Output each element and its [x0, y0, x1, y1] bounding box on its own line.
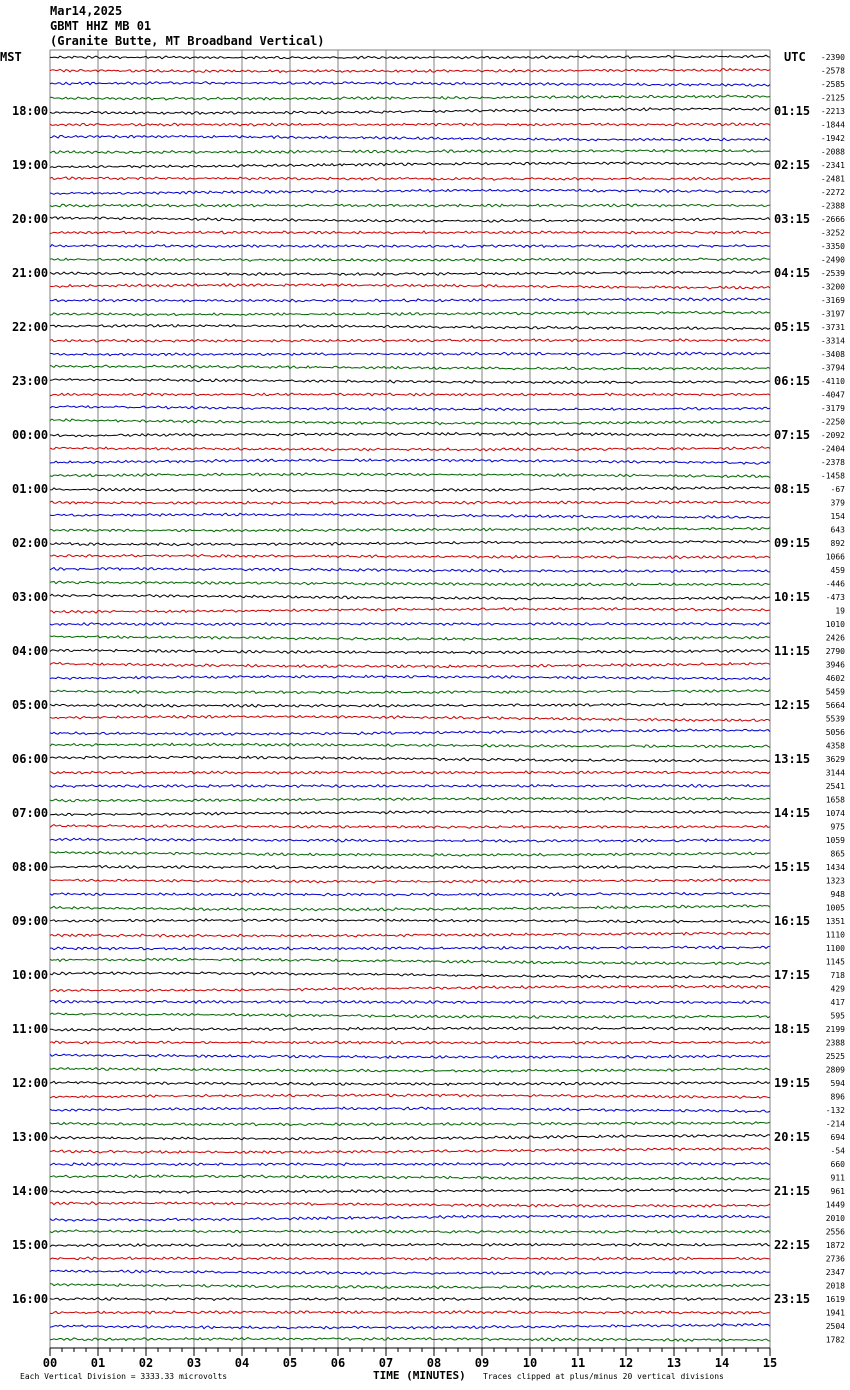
utc-hour-label: 05:15: [774, 320, 811, 334]
seismic-trace: [50, 325, 770, 330]
x-tick-label: 13: [666, 1356, 682, 1370]
utc-hour-label: 14:15: [774, 806, 811, 820]
trace-offset-label: -3350: [820, 242, 845, 251]
seismic-trace: [50, 1215, 770, 1221]
trace-offset-label: 1110: [825, 930, 845, 940]
trace-offset-label: 896: [830, 1092, 845, 1102]
x-tick-label: 05: [282, 1356, 298, 1370]
seismic-trace: [50, 1013, 770, 1018]
seismic-trace: [50, 636, 770, 641]
seismic-trace: [50, 473, 770, 478]
mst-hour-label: 00:00: [12, 428, 49, 442]
seismic-trace: [50, 1311, 770, 1314]
utc-hour-label: 04:15: [774, 266, 811, 280]
seismic-trace: [50, 756, 770, 762]
seismic-trace: [50, 1189, 770, 1193]
seismic-trace: [50, 149, 770, 153]
utc-hour-label: 12:15: [774, 698, 811, 712]
trace-offset-label: 1074: [825, 809, 845, 818]
seismic-trace: [50, 311, 770, 316]
mst-hour-label: 18:00: [12, 104, 49, 118]
mst-hour-label: 20:00: [12, 212, 49, 226]
seismic-trace: [50, 447, 770, 451]
seismic-trace: [50, 189, 770, 194]
trace-offset-label: 2426: [825, 633, 845, 643]
trace-offset-label: 595: [830, 1011, 845, 1021]
seismic-trace: [50, 432, 770, 436]
utc-hour-label: 17:15: [774, 968, 811, 982]
plot-date: Mar14,2025: [50, 4, 123, 18]
trace-offset-label: -2213: [820, 107, 845, 116]
trace-offset-label: 5056: [825, 728, 845, 737]
seismic-trace: [50, 919, 770, 923]
seismic-trace: [50, 1122, 770, 1126]
left-timezone-label: MST: [0, 50, 22, 64]
trace-offset-label: -2378: [820, 458, 845, 467]
trace-offset-label: -1458: [820, 471, 845, 481]
trace-offset-label: -446: [825, 579, 845, 589]
mst-hour-label: 12:00: [12, 1076, 49, 1090]
trace-offset-label: -3314: [820, 336, 845, 346]
trace-offset-label: 1145: [825, 957, 845, 967]
trace-offset-label: -1942: [820, 134, 845, 143]
seismic-trace: [50, 838, 770, 842]
trace-offset-label: -3179: [820, 404, 845, 413]
x-tick-label: 08: [426, 1356, 442, 1370]
trace-offset-label: -2585: [820, 80, 845, 89]
seismic-trace: [50, 271, 770, 276]
seismic-trace: [50, 513, 770, 518]
trace-offset-label: -473: [825, 593, 845, 602]
trace-offset-label: 1782: [825, 1335, 845, 1345]
trace-offset-label: 1100: [825, 944, 845, 953]
seismic-trace: [50, 217, 770, 222]
trace-offset-label: -2490: [820, 255, 845, 265]
x-tick-label: 01: [90, 1356, 106, 1370]
trace-offset-label: 1619: [825, 1295, 845, 1304]
trace-offset-label: 379: [830, 498, 845, 508]
seismic-trace: [50, 1175, 770, 1180]
seismic-trace: [50, 231, 770, 234]
trace-offset-label: 2010: [825, 1214, 845, 1223]
seismic-trace: [50, 662, 770, 667]
trace-offset-label: 3629: [825, 755, 845, 764]
mst-hour-label: 01:00: [12, 482, 49, 496]
seismic-trace: [50, 1270, 770, 1275]
station-code: GBMT HHZ MB 01: [50, 19, 152, 33]
utc-hour-label: 16:15: [774, 914, 811, 928]
trace-offset-label: 1010: [825, 620, 845, 629]
seismic-trace: [50, 1081, 770, 1085]
trace-offset-label: 459: [830, 566, 845, 575]
seismic-trace: [50, 715, 770, 721]
x-tick-label: 10: [522, 1356, 538, 1370]
utc-hour-label: 21:15: [774, 1184, 811, 1198]
utc-hour-label: 03:15: [774, 212, 811, 226]
trace-offset-label: -132: [825, 1106, 845, 1115]
x-axis: [43, 1348, 777, 1370]
trace-offset-label: 1658: [825, 795, 845, 805]
offset-labels: [821, 53, 845, 1345]
trace-offset-label: 694: [830, 1133, 845, 1142]
trace-offset-label: -3252: [820, 228, 845, 238]
seismic-trace: [50, 284, 770, 289]
trace-offset-label: 594: [830, 1079, 845, 1088]
utc-hour-label: 18:15: [774, 1022, 811, 1036]
trace-offset-label: 718: [830, 971, 845, 980]
trace-offset-label: 911: [830, 1173, 845, 1183]
trace-offset-label: -54: [830, 1146, 845, 1156]
x-tick-label: 09: [474, 1356, 490, 1370]
trace-offset-label: 5539: [825, 714, 845, 724]
trace-offset-label: 892: [830, 539, 845, 548]
trace-offset-label: 643: [830, 525, 845, 535]
utc-hour-label: 13:15: [774, 752, 811, 766]
trace-offset-label: -67: [830, 485, 845, 494]
trace-offset-label: 2525: [825, 1052, 845, 1061]
mst-hour-label: 08:00: [12, 860, 49, 874]
utc-hour-label: 09:15: [774, 536, 811, 550]
seismic-trace: [50, 177, 770, 180]
trace-offset-label: 660: [830, 1160, 845, 1169]
trace-offset-label: -2539: [820, 269, 845, 278]
mst-hour-label: 23:00: [12, 374, 49, 388]
seismic-trace: [50, 1107, 770, 1112]
trace-offset-label: 154: [830, 512, 845, 521]
trace-offset-label: -2388: [820, 201, 845, 211]
mst-hour-label: 16:00: [12, 1292, 49, 1306]
trace-offset-label: 2199: [825, 1025, 845, 1034]
seismic-trace: [50, 1298, 770, 1301]
utc-hour-label: 02:15: [774, 158, 811, 172]
seismic-trace: [50, 1041, 770, 1044]
seismic-trace: [50, 581, 770, 586]
x-tick-label: 03: [186, 1356, 202, 1370]
seismic-trace: [50, 245, 770, 248]
trace-offset-label: -3794: [820, 363, 845, 373]
seismic-trace: [50, 406, 770, 411]
seismic-trace: [50, 825, 770, 829]
seismic-trace: [50, 123, 770, 126]
seismic-trace: [50, 810, 770, 815]
seismic-trace: [50, 459, 770, 464]
seismic-trace: [50, 608, 770, 614]
seismic-trace: [50, 1230, 770, 1233]
trace-offset-label: -2666: [820, 215, 845, 224]
seismic-trace: [50, 1094, 770, 1098]
seismic-trace: [50, 501, 770, 505]
utc-hour-label: 11:15: [774, 644, 811, 658]
trace-offset-label: 2790: [825, 647, 845, 656]
seismic-trace: [50, 649, 770, 653]
trace-offset-label: -3408: [820, 350, 845, 359]
seismic-trace: [50, 82, 770, 87]
x-tick-label: 11: [570, 1356, 586, 1370]
trace-offset-label: 2556: [825, 1227, 845, 1237]
seismic-trace: [50, 527, 770, 531]
trace-offset-label: 5664: [825, 701, 845, 710]
trace-offset-label: 429: [830, 984, 845, 994]
seismic-trace: [50, 352, 770, 355]
seismic-trace: [50, 675, 770, 680]
trace-offset-label: 1323: [825, 876, 845, 886]
trace-offset-label: -2272: [820, 188, 845, 197]
trace-offset-label: 417: [830, 998, 845, 1007]
mst-hour-label: 22:00: [12, 320, 49, 334]
x-tick-label: 14: [714, 1356, 730, 1370]
trace-offset-label: 3946: [825, 660, 845, 670]
x-axis-label: TIME (MINUTES): [373, 1369, 466, 1382]
seismic-trace: [50, 879, 770, 883]
trace-offset-label: -2481: [820, 174, 845, 184]
mst-hour-label: 06:00: [12, 752, 49, 766]
seismic-trace: [50, 1243, 770, 1246]
seismic-trace: [50, 135, 770, 140]
seismic-trace: [50, 622, 770, 625]
utc-hour-label: 22:15: [774, 1238, 811, 1252]
trace-offset-label: 19: [835, 606, 845, 616]
seismic-trace: [50, 204, 770, 207]
trace-offset-label: 961: [830, 1187, 845, 1196]
utc-hour-label: 20:15: [774, 1130, 811, 1144]
trace-offset-label: 2018: [825, 1281, 845, 1291]
seismic-trace: [50, 1134, 770, 1139]
seismic-trace: [50, 162, 770, 168]
trace-offset-label: 975: [830, 822, 845, 832]
seismic-trace: [50, 784, 770, 787]
mst-hour-label: 05:00: [12, 698, 49, 712]
mst-hour-label: 09:00: [12, 914, 49, 928]
mst-hour-label: 02:00: [12, 536, 49, 550]
seismic-trace: [50, 379, 770, 384]
trace-offset-label: -1844: [820, 120, 845, 130]
utc-hour-label: 08:15: [774, 482, 811, 496]
seismic-trace: [50, 905, 770, 911]
utc-hour-label: 10:15: [774, 590, 811, 604]
trace-offset-label: -2125: [820, 93, 845, 103]
seismic-trace: [50, 540, 770, 545]
seismic-trace: [50, 958, 770, 964]
mst-hour-label: 13:00: [12, 1130, 49, 1144]
x-tick-label: 12: [618, 1356, 634, 1370]
seismic-trace: [50, 1000, 770, 1003]
trace-offset-label: 1449: [825, 1200, 845, 1210]
trace-offset-label: 5459: [825, 687, 845, 697]
mst-hour-label: 10:00: [12, 968, 49, 982]
seismic-trace: [50, 1202, 770, 1207]
seismic-trace: [50, 729, 770, 735]
seismic-trace: [50, 866, 770, 869]
seismic-trace: [50, 298, 770, 302]
trace-offset-label: -2088: [820, 147, 845, 157]
trace-offset-label: 2736: [825, 1254, 845, 1264]
seismic-trace: [50, 339, 770, 342]
trace-offset-label: 865: [830, 849, 845, 859]
mst-hour-label: 03:00: [12, 590, 49, 604]
utc-hour-label: 23:15: [774, 1292, 811, 1306]
trace-offset-label: -4110: [820, 377, 845, 386]
seismic-trace: [50, 393, 770, 396]
seismic-trace: [50, 1337, 770, 1341]
trace-offset-label: -2404: [820, 444, 845, 454]
trace-offset-label: 4602: [825, 674, 845, 683]
seismic-trace: [50, 108, 770, 115]
trace-offset-label: 4358: [825, 741, 845, 751]
seismic-trace: [50, 932, 770, 937]
seismic-trace: [50, 985, 770, 991]
trace-offset-label: -214: [825, 1119, 845, 1129]
trace-offset-label: 1941: [825, 1308, 845, 1318]
utc-hour-label: 06:15: [774, 374, 811, 388]
seismic-trace: [50, 1068, 770, 1073]
x-tick-label: 15: [762, 1356, 778, 1370]
x-tick-label: 02: [138, 1356, 154, 1370]
seismic-trace: [50, 771, 770, 774]
trace-offset-label: 2541: [825, 782, 845, 791]
seismic-trace: [50, 1323, 770, 1328]
trace-offset-label: -3200: [820, 282, 845, 292]
station-location: (Granite Butte, MT Broadband Vertical): [50, 34, 325, 48]
trace-offset-label: 948: [830, 890, 845, 899]
scale-note: Each Vertical Division = 3333.33 microvolts: [20, 1372, 228, 1381]
trace-offset-label: -3169: [820, 296, 845, 305]
seismic-trace: [50, 1148, 770, 1154]
mst-hour-label: 15:00: [12, 1238, 49, 1252]
trace-offset-label: -2341: [820, 161, 845, 170]
mst-hour-label: 11:00: [12, 1022, 49, 1036]
trace-offset-label: 1351: [825, 917, 845, 926]
utc-hour-label: 01:15: [774, 104, 811, 118]
utc-hour-label: 15:15: [774, 860, 811, 874]
mst-hour-label: 07:00: [12, 806, 49, 820]
seismic-trace: [50, 892, 770, 895]
utc-hour-label: 07:15: [774, 428, 811, 442]
trace-offset-label: 1005: [825, 903, 845, 913]
seismic-trace: [50, 1162, 770, 1165]
seismic-trace: [50, 690, 770, 694]
trace-offset-label: -2390: [820, 53, 845, 62]
x-tick-label: 04: [234, 1356, 250, 1370]
right-timezone-label: UTC: [784, 50, 806, 64]
trace-offset-label: 2347: [825, 1268, 845, 1277]
mst-hour-label: 19:00: [12, 158, 49, 172]
mst-hour-label: 04:00: [12, 644, 49, 658]
seismic-trace: [50, 1284, 770, 1289]
x-tick-label: 00: [42, 1356, 58, 1370]
seismic-trace: [50, 554, 770, 558]
trace-offset-label: -2578: [820, 66, 845, 76]
seismic-trace: [50, 594, 770, 600]
trace-offset-label: -4047: [820, 390, 845, 400]
seismic-trace: [50, 1257, 770, 1260]
trace-offset-label: 2809: [825, 1065, 845, 1075]
seismic-trace: [50, 258, 770, 262]
x-tick-label: 06: [330, 1356, 346, 1370]
seismic-trace: [50, 972, 770, 978]
seismic-trace: [50, 743, 770, 748]
trace-group: [50, 55, 770, 1341]
seismic-trace: [50, 946, 770, 950]
x-tick-label: 07: [378, 1356, 394, 1370]
trace-offset-label: 1066: [825, 552, 845, 562]
seismic-trace: [50, 69, 770, 73]
trace-offset-label: 1059: [825, 836, 845, 845]
trace-offset-label: 3144: [825, 768, 845, 778]
seismic-trace: [50, 703, 770, 707]
seismic-trace: [50, 487, 770, 492]
trace-offset-label: -2250: [820, 417, 845, 427]
seismic-trace: [50, 95, 770, 100]
trace-offset-label: 2504: [825, 1322, 845, 1331]
utc-hour-label: 19:15: [774, 1076, 811, 1090]
clip-note: Traces clipped at plus/minus 20 vertical divisions: [483, 1372, 724, 1381]
seismic-trace: [50, 55, 770, 59]
mst-hour-label: 14:00: [12, 1184, 49, 1198]
trace-offset-label: 2388: [825, 1038, 845, 1048]
seismic-trace: [50, 365, 770, 370]
seismic-trace: [50, 852, 770, 857]
trace-offset-label: -3197: [820, 309, 845, 319]
seismic-trace: [50, 1027, 770, 1031]
seismic-trace: [50, 1054, 770, 1058]
trace-offset-label: 1872: [825, 1241, 845, 1250]
trace-offset-label: 1434: [825, 863, 845, 872]
mst-hour-label: 21:00: [12, 266, 49, 280]
trace-offset-label: -2092: [820, 431, 845, 440]
seismic-trace: [50, 797, 770, 802]
trace-offset-label: -3731: [820, 323, 845, 332]
seismic-trace: [50, 419, 770, 425]
seismic-trace: [50, 568, 770, 573]
